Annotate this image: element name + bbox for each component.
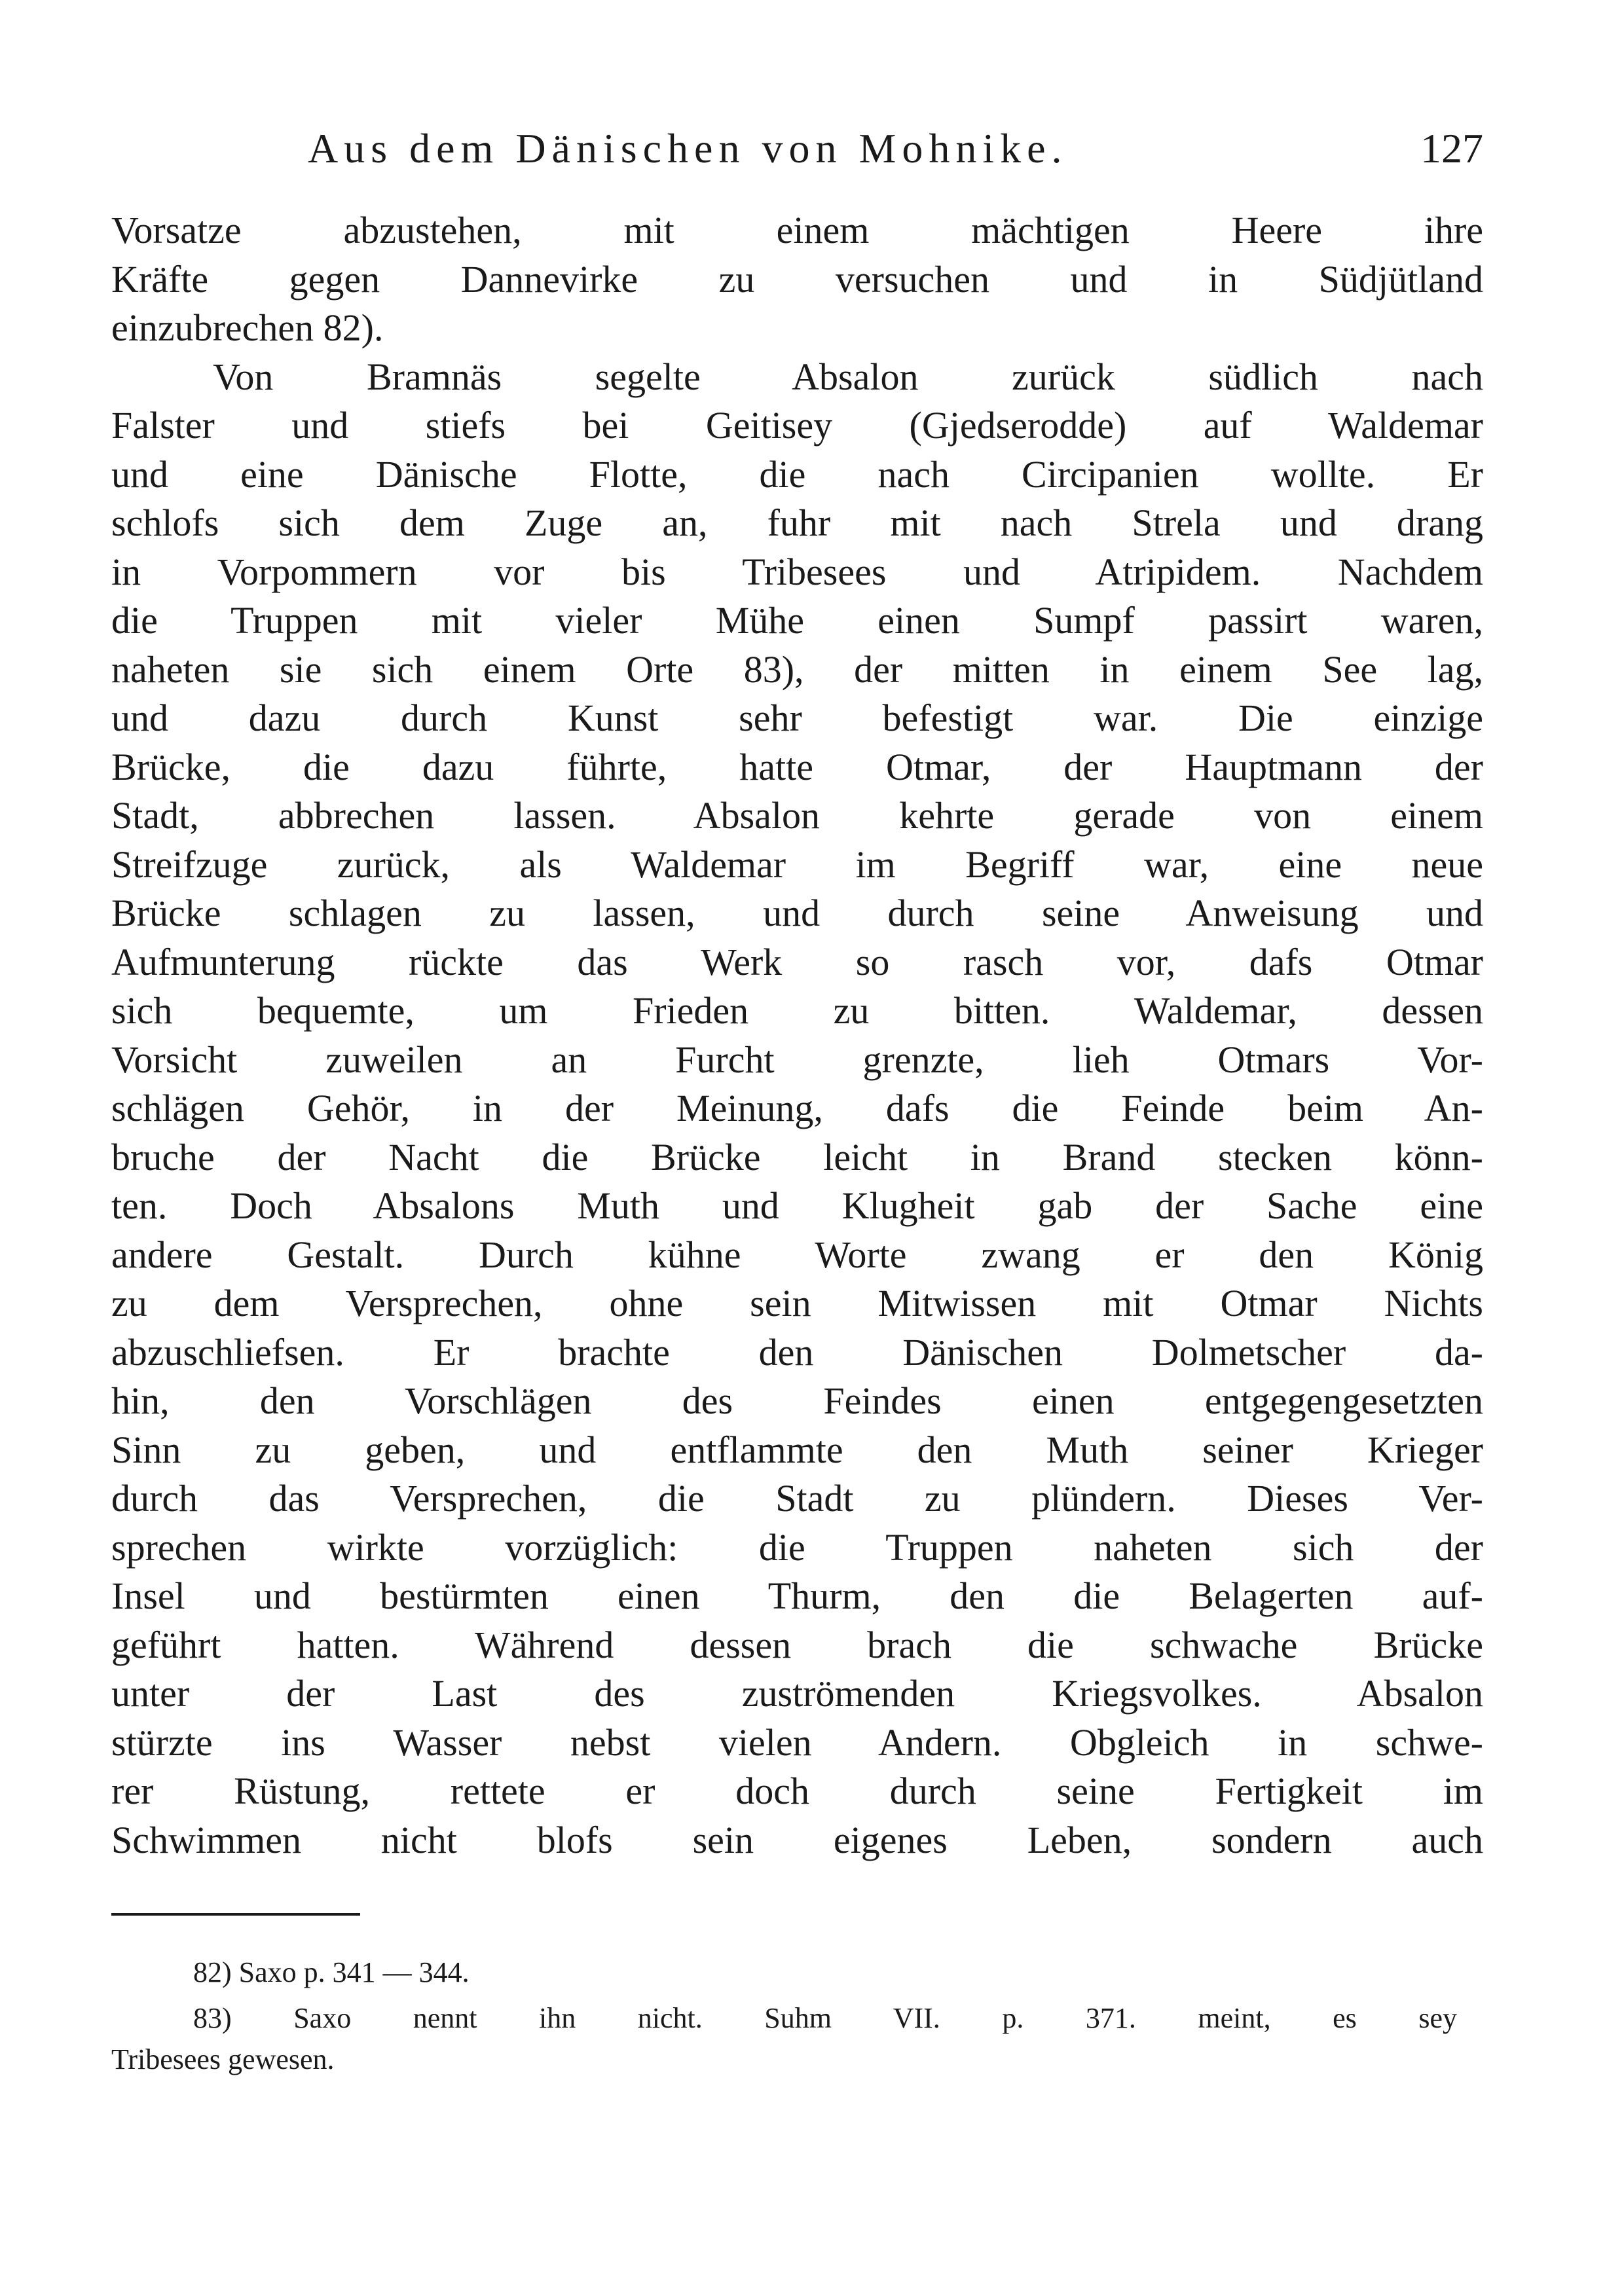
- text-line: in Vorpommern vor bis Tribesees und Atripidem. Nachdem: [111, 550, 1483, 593]
- text-line: Schwimmen nicht blofs sein eigenes Leben, sondern auch: [111, 1818, 1483, 1861]
- text-line: Vorsicht zuweilen an Furcht grenzte, lieh Otmars Vor-: [111, 1038, 1483, 1081]
- text-line: Brücke, die dazu führte, hatte Otmar, der Hauptmann der: [111, 745, 1483, 788]
- footnotes: [111, 1950, 1483, 2078]
- text-line: abzuschliefsen. Er brachte den Dänischen Dolmetscher da-: [111, 1330, 1483, 1374]
- text-line: zu dem Versprechen, ohne sein Mitwissen mit Otmar Nichts: [111, 1282, 1483, 1324]
- text-line: und dazu durch Kunst sehr befestigt war. Die einzige: [111, 697, 1483, 739]
- text-line: rer Rüstung, rettete er doch durch seine Fertigkeit im: [111, 1770, 1483, 1812]
- text-line: durch das Versprechen, die Stadt zu plündern. Dieses Ver-: [111, 1477, 1483, 1520]
- footnote-83: 83) Saxo nennt ihn nicht. Suhm VII. p. 371. meint, es sey: [193, 2002, 1457, 2034]
- text-line: andere Gestalt. Durch kühne Worte zwang er den König: [111, 1233, 1483, 1276]
- text-line: sich bequemte, um Frieden zu bitten. Waldemar, dessen: [111, 989, 1483, 1032]
- text-line: Streifzuge zurück, als Waldemar im Begriff war, eine neue: [111, 843, 1483, 886]
- text-line: Kräfte gegen Dannevirke zu versuchen und in Südjütland: [111, 257, 1483, 301]
- paragraph-start-line: Von Bramnäs segelte Absalon zurück südlich nach: [213, 355, 1483, 398]
- text-line: einzubrechen 82).: [111, 306, 384, 349]
- text-line: Falster und stiefs bei Geitisey (Gjedserodde) auf Waldemar: [111, 404, 1483, 446]
- body-text: [111, 206, 1483, 1865]
- text-line: Sinn zu geben, und entflammte den Muth seiner Krieger: [111, 1428, 1483, 1471]
- text-line: geführt hatten. Während dessen brach die schwache Brücke: [111, 1623, 1483, 1666]
- text-line: schlägen Gehör, in der Meinung, dafs die Feinde beim An-: [111, 1087, 1483, 1129]
- text-line: naheten sie sich einem Orte 83), der mitten in einem See lag,: [111, 647, 1483, 691]
- text-line: Brücke schlagen zu lassen, und durch seine Anweisung und: [111, 892, 1483, 934]
- footnote-83-continuation: Tribesees gewesen.: [111, 2043, 335, 2075]
- text-line: ten. Doch Absalons Muth und Klugheit gab der Sache eine: [111, 1184, 1483, 1227]
- text-line: Stadt, abbrechen lassen. Absalon kehrte gerade von einem: [111, 794, 1483, 837]
- footnote-82: 82) Saxo p. 341 — 344.: [193, 1956, 470, 1988]
- text-line: und eine Dänische Flotte, die nach Circipanien wollte. Er: [111, 452, 1483, 496]
- footnote-divider: [111, 1913, 360, 1916]
- text-line: hin, den Vorschlägen des Feindes einen entgegengesetzten: [111, 1379, 1483, 1422]
- text-line: Insel und bestürmten einen Thurm, den die Belagerten auf-: [111, 1575, 1483, 1617]
- page-number: 127: [1420, 125, 1483, 172]
- running-head: [308, 119, 1483, 178]
- text-line: schlofs sich dem Zuge an, fuhr mit nach Strela und drang: [111, 501, 1483, 544]
- text-line: Aufmunterung rückte das Werk so rasch vor, dafs Otmar: [111, 940, 1483, 983]
- text-line: bruche der Nacht die Brücke leicht in Brand stecken könn-: [111, 1135, 1483, 1178]
- text-line: sprechen wirkte vorzüglich: die Truppen naheten sich der: [111, 1525, 1483, 1569]
- text-line: unter der Last des zuströmenden Kriegsvolkes. Absalon: [111, 1672, 1483, 1715]
- running-title: Aus dem Dänischen von Mohnike.: [308, 125, 1068, 172]
- text-line: Vorsatze abzustehen, mit einem mächtigen Heere ihre: [111, 209, 1483, 251]
- text-line: stürzte ins Wasser nebst vielen Andern. Obgleich in schwe-: [111, 1721, 1483, 1764]
- text-line: die Truppen mit vieler Mühe einen Sumpf passirt waren,: [111, 599, 1483, 642]
